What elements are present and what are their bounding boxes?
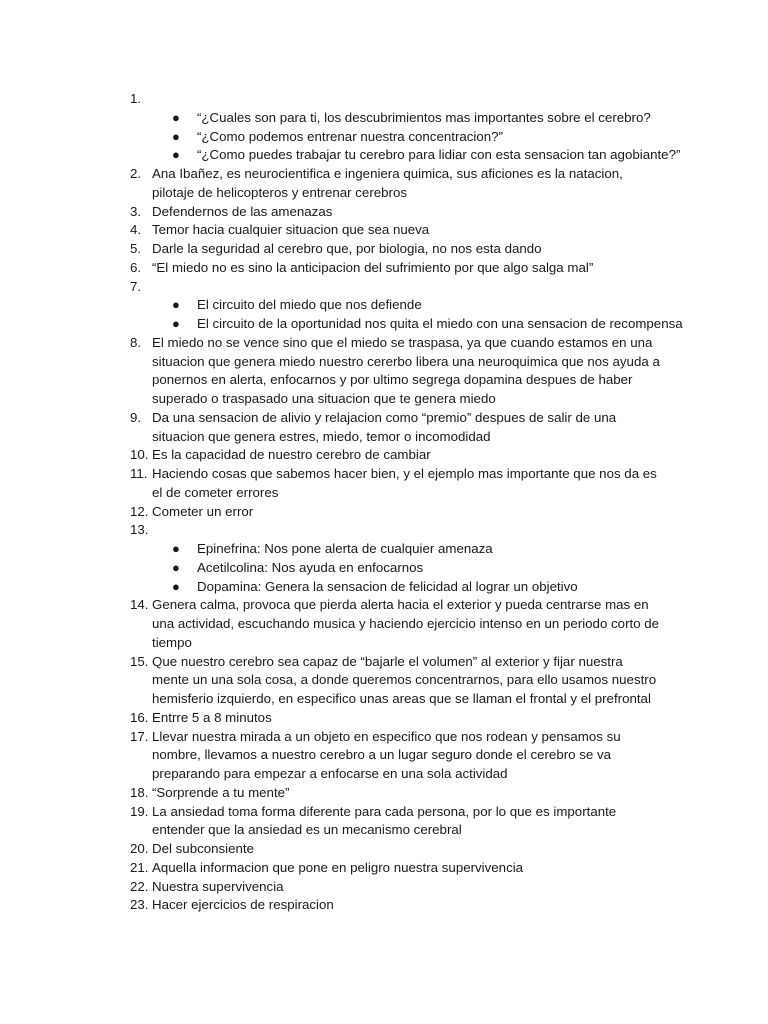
list-item-text: Hacer ejercicios de respiracion <box>152 897 334 913</box>
bullet-text: “¿Cuales son para ti, los descubrimientos mas importantes sobre el cerebro? <box>197 109 651 125</box>
list-item-text: “El miedo no es sino la anticipacion del sufrimiento por que algo salga mal” <box>152 259 594 275</box>
list-item-number: 3. <box>130 203 142 219</box>
list-item <box>0 278 768 297</box>
bullet-dot-icon: ● <box>172 297 180 313</box>
list-item-number: 15. <box>130 653 149 669</box>
bullet-text: El circuito del miedo que nos defiende <box>197 297 422 313</box>
list-item-number: 8. <box>130 334 142 350</box>
bullet-dot-icon: ● <box>172 109 180 125</box>
bullet-item <box>0 128 768 147</box>
list-item <box>0 503 768 522</box>
list-item-text: El miedo no se vence sino que el miedo se traspasa, ya que cuando estamos en una situacion que genera miedo nuestro cererbo libera una neuroquimica que nos ayuda a ponernos en alerta, enfocarnos y por ultimo segrega dopamina despues de haber superado o traspasado una situacion que te genera miedo <box>152 334 660 406</box>
bullet-item <box>0 559 768 578</box>
list-item <box>0 521 768 540</box>
list-item-number: 2. <box>130 166 142 181</box>
bullet-item <box>0 109 768 128</box>
bullet-item <box>0 146 768 165</box>
bullet-list <box>0 540 768 596</box>
bullet-text: El circuito de la oportunidad nos quita el miedo con una sensacion de recompensa <box>197 316 683 331</box>
bullet-dot-icon: ● <box>172 128 180 144</box>
list-item-number: 1. <box>130 91 142 106</box>
bullet-list <box>0 109 768 165</box>
list-item-text: Genera calma, provoca que pierda alerta hacia el exterior y pueda centrarse mas en una actividad, escuchando musica y haciendo ejercicio intenso en un periodo corto de tiempo <box>152 597 660 650</box>
bullet-dot-icon: ● <box>172 578 180 594</box>
bullet-item <box>0 315 768 334</box>
list-item-text: Entrre 5 a 8 minutos <box>152 709 272 725</box>
list-item-text: Da una sensacion de alivio y relajacion como “premio” despues de salir de una situacion que genera estres, miedo, temor o incomodidad <box>152 409 617 444</box>
bullet-dot-icon: ● <box>172 147 180 163</box>
list-item <box>0 221 768 240</box>
list-item <box>0 165 768 203</box>
bullet-text: Dopamina: Genera la sensacion de felicidad al lograr un objetivo <box>197 578 578 594</box>
list-item-text: Defendernos de las amenazas <box>152 203 333 219</box>
list-item-number: 7. <box>130 278 142 294</box>
list-item-number: 5. <box>130 241 142 256</box>
list-item-text: Llevar nuestra mirada a un objeto en especifico que nos rodean y pensamos su nombre, llevamos a nuestro cerebro a un lugar seguro donde el cerebro se va preparando para empezar a enfocarse en una sola actividad <box>152 728 621 781</box>
bullet-text: Acetilcolina: Nos ayuda en enfocarnos <box>197 559 424 575</box>
list-item-number: 14. <box>130 597 149 613</box>
list-item-number: 20. <box>130 841 149 856</box>
list-item <box>0 784 768 803</box>
list-item-number: 22. <box>130 878 149 894</box>
list-item <box>0 334 768 409</box>
list-item <box>0 859 768 878</box>
list-item-number: 13. <box>130 522 149 538</box>
list-item-text: Temor hacia cualquier situacion que sea nueva <box>152 222 430 238</box>
list-item-text: “Sorprende a tu mente” <box>152 784 290 800</box>
list-item-number: 4. <box>130 222 142 238</box>
bullet-item <box>0 296 768 315</box>
bullet-text: “¿Como puedes trabajar tu cerebro para lidiar con esta sensacion tan agobiante?” <box>197 147 681 163</box>
list-item-text: Cometer un error <box>152 503 254 519</box>
list-item <box>0 878 768 897</box>
list-item <box>0 90 768 109</box>
list-item-number: 12. <box>130 503 149 519</box>
list-item-text: Es la capacidad de nuestro cerebro de cambiar <box>152 447 431 463</box>
list-item-text: Haciendo cosas que sabemos hacer bien, y el ejemplo mas importante que nos da es el de cometer errores <box>152 466 657 500</box>
bullet-text: “¿Como podemos entrenar nuestra concentracion?” <box>197 128 503 144</box>
list-item <box>0 840 768 859</box>
list-item-number: 21. <box>130 859 149 875</box>
list-item-text: Que nuestro cerebro sea capaz de “bajarle el volumen” al exterior y fijar nuestra mente un una sola cosa, a donde queremos concentrarnos, para ello usamos nuestro hemisferio izquierdo, en especifico unas areas que se llaman el frontal y el prefrontal <box>152 653 657 706</box>
list-item-number: 17. <box>130 728 149 744</box>
bullet-dot-icon: ● <box>172 541 180 556</box>
bullet-text: Epinefrina: Nos pone alerta de cualquier amenaza <box>197 541 493 556</box>
list-item-number: 9. <box>130 409 142 425</box>
list-item <box>0 259 768 278</box>
list-item-number: 18. <box>130 784 149 800</box>
list-item-number: 6. <box>130 259 142 275</box>
list-item-text: Darle la seguridad al cerebro que, por biologia, no nos esta dando <box>152 241 542 256</box>
list-item <box>0 203 768 222</box>
bullet-list <box>0 296 768 334</box>
list-item <box>0 409 768 447</box>
list-item-text: Aquella informacion que pone en peligro nuestra supervivencia <box>152 859 524 875</box>
bullet-item <box>0 540 768 559</box>
list-item-text: Nuestra supervivencia <box>152 878 284 894</box>
list-item <box>0 653 768 709</box>
bullet-dot-icon: ● <box>172 316 180 331</box>
list-item-number: 16. <box>130 709 149 725</box>
list-item-text: Ana Ibañez, es neurocientifica e ingeniera quimica, sus aficiones es la natacion, pilotaje de helicopteros y entrenar cerebros <box>152 166 623 200</box>
list-item <box>0 709 768 728</box>
list-item-text: Del subconsiente <box>152 841 255 856</box>
list-item <box>0 240 768 259</box>
list-item-number: 19. <box>130 803 149 819</box>
list-item <box>0 596 768 652</box>
list-item <box>0 803 768 841</box>
list-item <box>0 446 768 465</box>
answer-list <box>0 90 768 915</box>
list-item <box>0 465 768 503</box>
list-item-number: 23. <box>130 897 149 913</box>
list-item <box>0 728 768 784</box>
bullet-dot-icon: ● <box>172 559 180 575</box>
list-item-number: 10. <box>130 447 149 463</box>
list-item-number: 11. <box>130 466 148 481</box>
bullet-item <box>0 578 768 597</box>
list-item <box>0 896 768 915</box>
list-item-text: La ansiedad toma forma diferente para cada persona, por lo que es importante entender que la ansiedad es un mecanismo cerebral <box>152 803 617 838</box>
